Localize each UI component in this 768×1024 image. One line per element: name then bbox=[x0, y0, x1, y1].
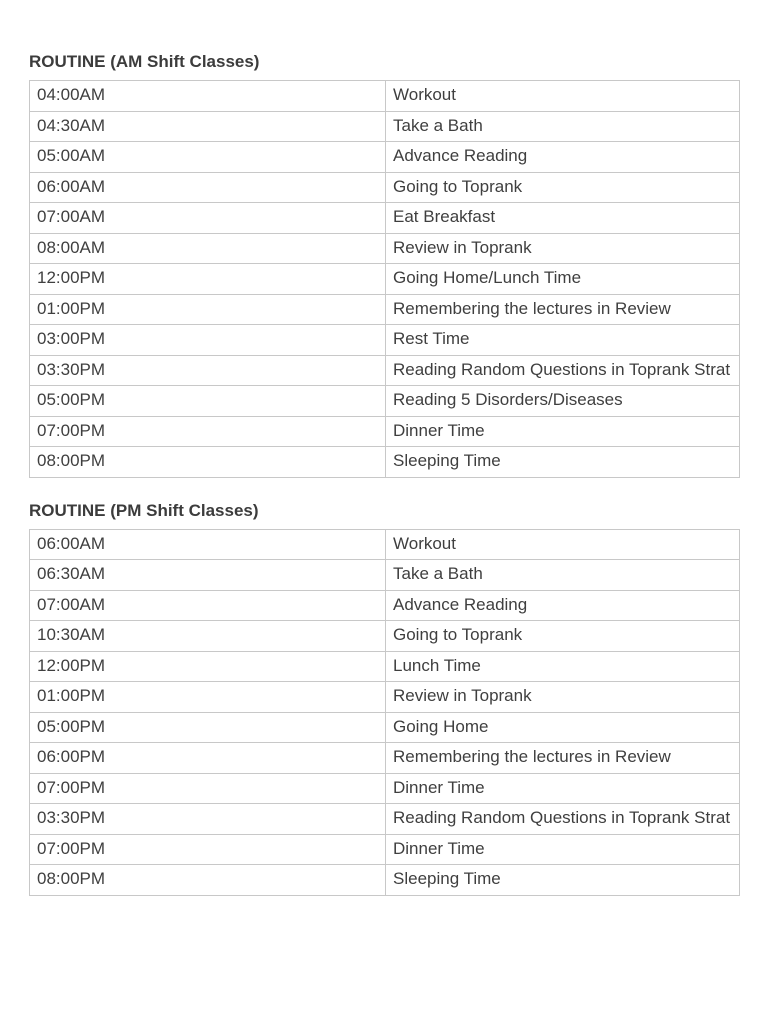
activity-cell: Workout bbox=[386, 81, 740, 112]
time-cell: 06:30AM bbox=[30, 560, 386, 591]
activity-cell: Going Home bbox=[386, 712, 740, 743]
table-row bbox=[30, 142, 740, 173]
table-row bbox=[30, 529, 740, 560]
pm-routine-title: ROUTINE (PM Shift Classes) bbox=[29, 500, 259, 520]
time-cell: 06:00PM bbox=[30, 743, 386, 774]
activity-cell: Dinner Time bbox=[386, 773, 740, 804]
activity-cell: Rest Time bbox=[386, 325, 740, 356]
time-cell: 07:00PM bbox=[30, 834, 386, 865]
table-row bbox=[30, 447, 740, 478]
table-row bbox=[30, 386, 740, 417]
time-cell: 04:30AM bbox=[30, 111, 386, 142]
activity-cell: Workout bbox=[386, 529, 740, 560]
table-row bbox=[30, 865, 740, 896]
table-row bbox=[30, 682, 740, 713]
pm-routine-body bbox=[30, 529, 740, 895]
time-cell: 03:30PM bbox=[30, 804, 386, 835]
am-routine-body bbox=[30, 81, 740, 478]
table-row bbox=[30, 712, 740, 743]
time-cell: 07:00AM bbox=[30, 203, 386, 234]
activity-cell: Sleeping Time bbox=[386, 865, 740, 896]
activity-cell: Going to Toprank bbox=[386, 172, 740, 203]
am-routine-title: ROUTINE (AM Shift Classes) bbox=[29, 52, 260, 71]
activity-cell: Going Home/Lunch Time bbox=[386, 264, 740, 295]
activity-cell: Lunch Time bbox=[386, 651, 740, 682]
activity-cell: Reading 5 Disorders/Diseases bbox=[386, 386, 740, 417]
table-row bbox=[30, 416, 740, 447]
time-cell: 07:00PM bbox=[30, 773, 386, 804]
table-row bbox=[30, 81, 740, 112]
activity-cell: Review in Toprank bbox=[386, 233, 740, 264]
time-cell: 01:00PM bbox=[30, 682, 386, 713]
time-cell: 05:00PM bbox=[30, 386, 386, 417]
time-cell: 05:00AM bbox=[30, 142, 386, 173]
document bbox=[29, 0, 741, 896]
activity-cell: Going to Toprank bbox=[386, 621, 740, 652]
activity-cell: Reading Random Questions in Toprank Strat bbox=[386, 804, 740, 835]
time-cell: 06:00AM bbox=[30, 529, 386, 560]
activity-cell: Review in Toprank bbox=[386, 682, 740, 713]
activity-cell: Dinner Time bbox=[386, 834, 740, 865]
table-row bbox=[30, 621, 740, 652]
time-cell: 12:00PM bbox=[30, 264, 386, 295]
time-cell: 10:30AM bbox=[30, 621, 386, 652]
table-row bbox=[30, 355, 740, 386]
table-row bbox=[30, 203, 740, 234]
activity-cell: Take a Bath bbox=[386, 111, 740, 142]
time-cell: 03:00PM bbox=[30, 325, 386, 356]
table-row bbox=[30, 743, 740, 774]
activity-cell: Dinner Time bbox=[386, 416, 740, 447]
time-cell: 04:00AM bbox=[30, 81, 386, 112]
table-row bbox=[30, 834, 740, 865]
time-cell: 03:30PM bbox=[30, 355, 386, 386]
time-cell: 07:00PM bbox=[30, 416, 386, 447]
time-cell: 08:00PM bbox=[30, 447, 386, 478]
activity-cell: Take a Bath bbox=[386, 560, 740, 591]
pm-routine-table bbox=[29, 529, 740, 896]
activity-cell: Remembering the lectures in Review bbox=[386, 743, 740, 774]
time-cell: 06:00AM bbox=[30, 172, 386, 203]
time-cell: 12:00PM bbox=[30, 651, 386, 682]
table-row bbox=[30, 294, 740, 325]
activity-cell: Sleeping Time bbox=[386, 447, 740, 478]
table-row bbox=[30, 590, 740, 621]
table-row bbox=[30, 804, 740, 835]
table-row bbox=[30, 264, 740, 295]
activity-cell: Advance Reading bbox=[386, 142, 740, 173]
table-row bbox=[30, 773, 740, 804]
time-cell: 08:00PM bbox=[30, 865, 386, 896]
time-cell: 08:00AM bbox=[30, 233, 386, 264]
time-cell: 01:00PM bbox=[30, 294, 386, 325]
activity-cell: Eat Breakfast bbox=[386, 203, 740, 234]
time-cell: 07:00AM bbox=[30, 590, 386, 621]
activity-cell: Reading Random Questions in Toprank Strat bbox=[386, 355, 740, 386]
table-row bbox=[30, 651, 740, 682]
table-row bbox=[30, 325, 740, 356]
time-cell: 05:00PM bbox=[30, 712, 386, 743]
am-routine-table bbox=[29, 80, 740, 478]
activity-cell: Advance Reading bbox=[386, 590, 740, 621]
table-row bbox=[30, 111, 740, 142]
activity-cell: Remembering the lectures in Review bbox=[386, 294, 740, 325]
table-row bbox=[30, 172, 740, 203]
table-row bbox=[30, 233, 740, 264]
table-row bbox=[30, 560, 740, 591]
